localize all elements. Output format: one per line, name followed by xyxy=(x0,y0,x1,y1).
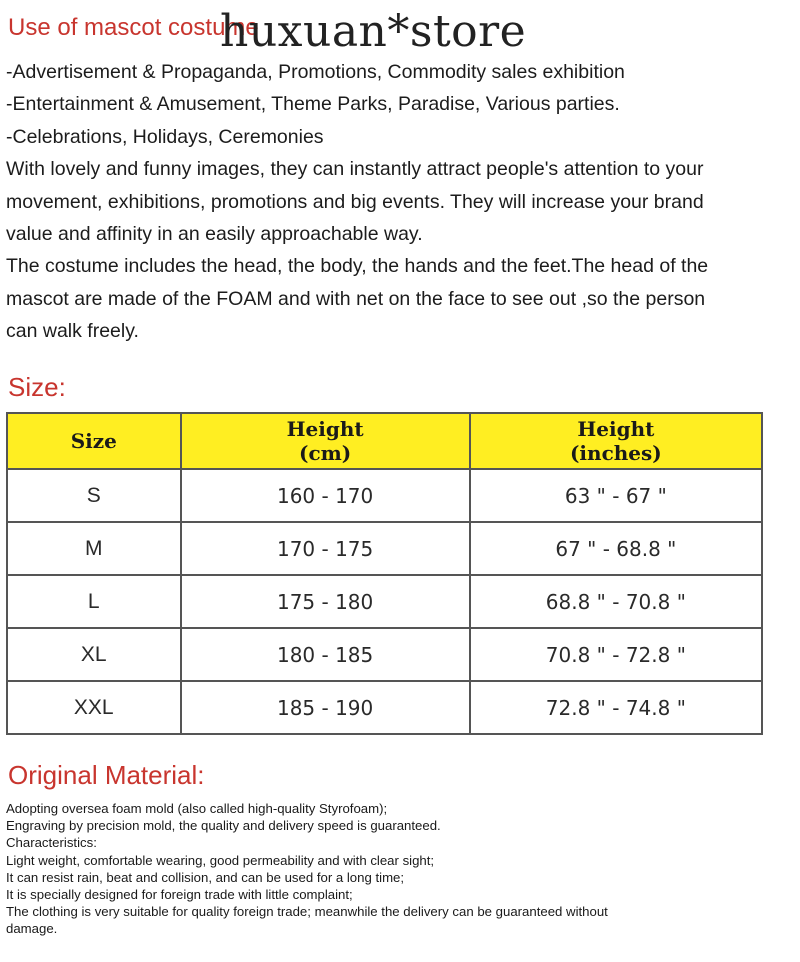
inches-cell: 68.8 " - 70.8 " xyxy=(470,575,762,628)
size-cell: L xyxy=(7,575,181,628)
intro-line: The costume includes the head, the body, the hands and the feet.The head of the xyxy=(6,255,709,278)
material-line: damage. xyxy=(6,921,58,937)
table-row xyxy=(7,681,762,734)
table-row xyxy=(7,575,762,628)
header-height-cm-line2: (cm) xyxy=(298,441,352,465)
header-height-in-line2: (inches) xyxy=(569,441,662,465)
size-heading: Size: xyxy=(8,372,66,402)
cm-cell: 185 - 190 xyxy=(181,681,470,734)
header-height-cm-line1: Height xyxy=(286,417,364,441)
table-header-row xyxy=(7,413,762,469)
inches-cell: 70.8 " - 72.8 " xyxy=(470,628,762,681)
intro-line: -Advertisement & Propaganda, Promotions, Commodity sales exhibition xyxy=(6,61,625,83)
intro-line: -Celebrations, Holidays, Ceremonies xyxy=(6,125,324,148)
material-text xyxy=(6,800,796,938)
intro-line: -Entertainment & Amusement, Theme Parks, Paradise, Various parties. xyxy=(6,93,620,116)
intro-line: With lovely and funny images, they can instantly attract people's attention to your xyxy=(6,158,704,181)
header-height-inches xyxy=(470,413,762,469)
table-row xyxy=(7,522,762,575)
cm-cell: 175 - 180 xyxy=(181,575,470,628)
material-line: It can resist rain, beat and collision, and can be used for a long time; xyxy=(6,869,405,885)
header-height-cm xyxy=(181,413,470,469)
material-line: Adopting oversea foam mold (also called high-quality Styrofoam); xyxy=(6,801,388,816)
use-heading: Use of mascot costume xyxy=(8,14,259,41)
size-cell: XL xyxy=(7,628,181,681)
table-row xyxy=(7,628,762,681)
material-line: Light weight, comfortable wearing, good permeability and with clear sight; xyxy=(6,852,435,868)
material-line: Characteristics: xyxy=(6,835,97,851)
material-heading: Original Material: xyxy=(8,760,205,790)
header-size: Size xyxy=(7,413,181,469)
material-line: The clothing is very suitable for quality foreign trade; meanwhile the delivery can be guaranteed without xyxy=(6,904,608,920)
intro-line: movement, exhibitions, promotions and big events. They will increase your brand xyxy=(6,190,704,213)
intro-line: value and affinity in an easily approachable way. xyxy=(6,223,423,246)
size-cell: M xyxy=(7,522,181,575)
size-table xyxy=(6,412,763,735)
cm-cell: 180 - 185 xyxy=(181,628,470,681)
size-cell: S xyxy=(7,469,181,522)
table-row xyxy=(7,469,762,522)
size-cell: XXL xyxy=(7,681,181,734)
header-height-in-line1: Height xyxy=(577,417,655,441)
inches-cell: 63 " - 67 " xyxy=(470,469,762,522)
material-line: It is specially designed for foreign trade with little complaint; xyxy=(6,887,353,903)
intro-text xyxy=(6,56,796,348)
material-line: Engraving by precision mold, the quality and delivery speed is guaranteed. xyxy=(6,818,441,834)
store-watermark: huxuan*store xyxy=(220,6,527,57)
inches-cell: 67 " - 68.8 " xyxy=(470,522,762,575)
intro-line: can walk freely. xyxy=(6,320,139,343)
cm-cell: 170 - 175 xyxy=(181,522,470,575)
intro-line: mascot are made of the FOAM and with net on the face to see out ,so the person xyxy=(6,287,706,310)
inches-cell: 72.8 " - 74.8 " xyxy=(470,681,762,734)
cm-cell: 160 - 170 xyxy=(181,469,470,522)
